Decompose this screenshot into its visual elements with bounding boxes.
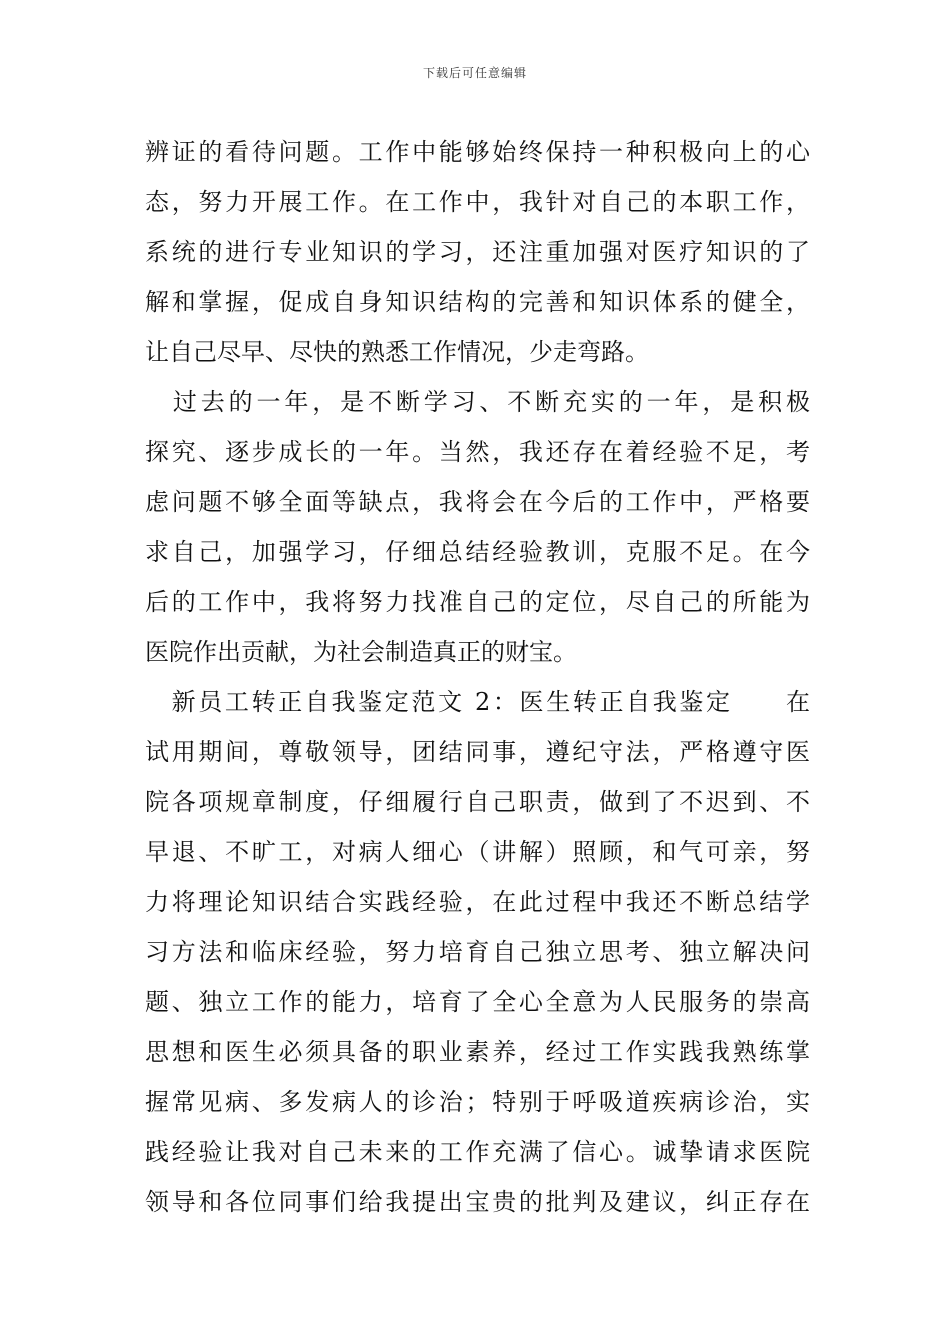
page-header: 下载后可任意编辑 (422, 66, 527, 80)
text-line: 领导和各位同事们给我提出宝贵的批判及建议，纠正存在 (145, 1188, 810, 1216)
text-line: 辨证的看待问题。工作中能够始终保持一种积极向上的心 (145, 138, 810, 166)
text-line: 院各项规章制度，仔细履行自己职责，做到了不迟到、不 (145, 788, 810, 816)
document-body (145, 127, 810, 1227)
text-line: 新员工转正自我鉴定范文 2：医生转正自我鉴定 在 (145, 688, 810, 716)
text-line: 求自己，加强学习，仔细总结经验教训，克服不足。在今 (145, 538, 810, 566)
text-line: 习方法和临床经验，努力培育自己独立思考、独立解决问 (145, 938, 810, 966)
text-line: 握常见病、多发病人的诊治；特别于呼吸道疾病诊治，实 (145, 1088, 810, 1116)
text-line: 思想和医生必须具备的职业素养，经过工作实践我熟练掌 (145, 1038, 810, 1066)
text-line: 早退、不旷工，对病人细心（讲解）照顾，和气可亲，努 (145, 838, 810, 866)
text-line: 试用期间，尊敬领导，团结同事，遵纪守法，严格遵守医 (145, 738, 810, 766)
text-line: 解和掌握，促成自身知识结构的完善和知识体系的健全， (145, 288, 810, 316)
text-line: 医院作出贡献，为社会制造真正的财宝。 (145, 638, 577, 666)
text-line: 让自己尽早、尽快的熟悉工作情况，少走弯路。 (145, 338, 649, 366)
text-line: 探究、逐步成长的一年。当然，我还存在着经验不足，考 (145, 438, 810, 466)
text-line: 题、独立工作的能力，培育了全心全意为人民服务的崇高 (145, 988, 810, 1016)
text-line: 践经验让我对自己未来的工作充满了信心。诚挚请求医院 (145, 1138, 810, 1166)
text-line: 力将理论知识结合实践经验，在此过程中我还不断总结学 (145, 888, 810, 916)
text-line: 后的工作中，我将努力找准自己的定位，尽自己的所能为 (145, 588, 810, 616)
text-line: 过去的一年，是不断学习、不断充实的一年，是积极 (145, 388, 810, 416)
text-line: 系统的进行专业知识的学习，还注重加强对医疗知识的了 (145, 238, 810, 266)
text-line: 虑问题不够全面等缺点，我将会在今后的工作中，严格要 (145, 488, 810, 516)
text-line: 态，努力开展工作。在工作中，我针对自己的本职工作， (145, 188, 810, 216)
